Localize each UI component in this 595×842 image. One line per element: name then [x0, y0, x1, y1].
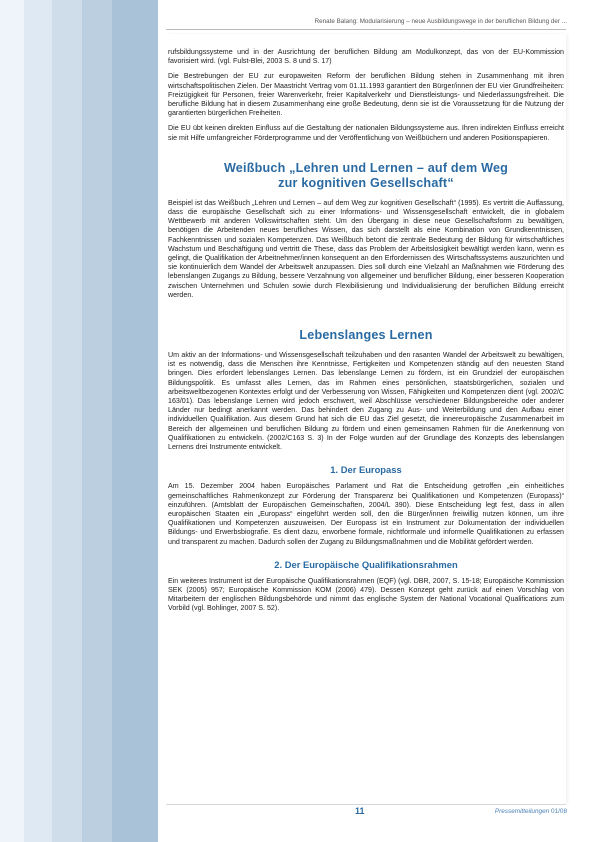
heading-europass: 1. Der Europass	[330, 464, 402, 476]
lebenslanges-paragraph: Um aktiv an der Informations- und Wissensgesellschaft teilzuhaben und den rasanten Wandel der Arbeitswelt zu bewältigen, ist es notwendig, dass die Menschen ihre Kenntnisse, Fertigkeiten und Kompetenzen ständig auf den neuesten Stand bringen. Dies erfordert lebenslanges Lernen. Das lebenslange Lernen zu fördern, ist ein Grundziel der europäischen Bildungspolitik. Es umfasst alles Lernen, das im Rahmen eines persönlichen, staatsbürgerlichen, sozialen und arbeitsweltbezogenen Kontextes erfolgt und der Verbesserung von Wissen, Fähigkeiten und Kompetenzen dient (vgl. 2002/C 163/01). Das lebenslange Lernen wird jedoch erschwert, weil Abschlüsse verschiedener Bildungsbereiche oder anderer Länder nur bedingt anerkannt werden. Das behindert den Zugang zu Aus- und Weiterbildung und den Aufbau einer individuellen Qualifikation. Aus diesem Grund hat sich die EU das Ziel gesetzt, die innereuropäische Zusammenarbeit im Bereich der allgemeinen und beruflichen Bildung zu fördern und einen gemeinsamen Rahmen für die Anerkennung von Qualifikationen zu entwickeln. (2002/C163 S. 3) In der Folge wurden auf der Grundlage des Konzepts des lebenslangen Lernens drei Instrumente entwickelt.	[168, 351, 564, 452]
page-number: 11	[355, 806, 365, 816]
side-band-stripe	[112, 0, 158, 842]
heading-lebenslanges-lernen: Lebenslanges Lernen	[299, 328, 433, 343]
eqr-paragraph: Ein weiteres Instrument ist der Europäische Qualifikationsrahmen (EQF) (vgl. DBR, 2007, S. 15-18; Europäische Kommission SEK (2005) 957; Europäische Kommission KOM (2006) 479). Dessen Konzept geht zurück auf einen Vorschlag von Mitarbeitern der englischen Bildungsbehörde und nimmt das englische System der National Vocational Qualifications zum Vorbild (vgl. Bohlinger, 2007 S. 52).	[168, 576, 564, 613]
heading-weissbuch-line-2: zur kognitiven Gesellschaft“	[278, 175, 454, 190]
side-band-stripe	[52, 0, 82, 842]
document-body	[168, 48, 564, 620]
heading-weissbuch-line-1: Weißbuch „Lehren und Lernen – auf dem Weg	[223, 160, 509, 175]
weissbuch-paragraph: Beispiel ist das Weißbuch „Lehren und Lernen – auf dem Weg zur kognitiven Gesellschaft“ (1995). Es vertritt die Auffassung, dass die europäische Gesellschaft sich zu einer Informations- und Wissensgesellschaft entwickelt, die in globalem Wettbewerb mit anderen Volkswirtschaften steht. Um den Übergang in diese neue Gesellschaftsform zu bewältigen, benötigen die Arbeitenden neues berufliches Wissen, das sich darstellt als eine Kombination von Grundkenntnissen, Fachkenntnissen und sozialen Kompetenzen. Das Weißbuch betont die zentrale Bedeutung der Bildung für wirtschaftliches Wachstum und Beschäftigung und vertritt die These, dass das Problem der Arbeitslosigkeit bewältigt werden kann, wenn es gelingt, die Qualifikation der Arbeitnehmer/innen konsequent an den Erfordernissen des Wirtschaftssystems auszurichten und sie kontinuierlich dem Wandel der Arbeitswelt anzupassen. Dies soll durch eine Vielzahl an Maßnahmen wie Förderung des lebenslangen Zugangs zu Bildung, bessere Verzahnung von allgemeiner und beruflicher Bildung, einer besseren Kooperation zwischen Unternehmen und Schulen sowie durch Flexibilisierung und Individualisierung der beruflichen Bildung erreicht werden.	[168, 198, 564, 299]
intro-paragraph-3: Die EU übt keinen direkten Einfluss auf die Gestaltung der nationalen Bildungssysteme aus. Ihren indirekten Einfluss erreicht sie mit Hilfe umfangreicher Förderprogramme und der Veröffentlichung von Weißbüchern und anderen Positionspapieren.	[168, 124, 564, 142]
magazine-issue: 01/08	[551, 808, 567, 815]
header-divider	[166, 29, 566, 30]
intro-paragraph-2: Die Bestrebungen der EU zur europaweiten Reform der beruflichen Bildung stehen in Zusammenhang mit ihren wirtschaftspolitischen Zielen. Der Maastricht Vertrag vom 01.11.1993 garantiert den Bürger/innen der EU vier Grundfreiheiten: Freizügigkeit für Personen, freier Warenverkehr, freier Kapitalverkehr und Dienstleistungs- und Niederlassungsfreiheit. Die berufliche Bildung hat in diesem Zusammenhang eine große Bedeutung, denn sie ist die Voraussetzung für die Nutzung der garantierten bürgerlichen Freiheiten.	[168, 72, 564, 118]
heading-weissbuch	[168, 161, 564, 191]
footer-divider	[166, 804, 566, 805]
intro-paragraph-1: rufsbildungssysteme und in der Ausrichtung der beruflichen Bildung am Modulkonzept, das von der EU-Kommission favorisiert wird. (vgl. Fulst-Blei, 2003 S. 8 und S. 17)	[168, 48, 564, 66]
side-band-stripe	[0, 0, 24, 842]
side-band-stripe	[24, 0, 52, 842]
running-header: Renate Balang: Modularisierung – neue Ausbildungswege in der beruflichen Bildung der ...	[314, 18, 567, 25]
side-band-stripe	[82, 0, 112, 842]
europass-paragraph: Am 15. Dezember 2004 haben Europäisches Parlament und Rat die Entscheidung getroffen „ein einheitliches gemeinschaftliches Rahmenkonzept zur Förderung der Transparenz bei Qualifikationen und Kompetenzen (Europass)“ einzuführen. (Amtsblatt der Europäischen Gemeinschaften, 2004/L 390). Diese Entscheidung legt fest, dass in allen europäischen Staaten ein „Europass“ eingeführt werden soll, den die Bürger/innen freiwillig nutzen können, um ihre Qualifikationen und Kompetenzen auszuweisen. Der Europass ist ein Instrument zur Dokumentation der individuellen Bildungs- und Erwerbsbiografie. Es dient dazu, erworbene formale, nichtformale und informelle Qualifikationen zu erfassen und transparent zu machen. Dadurch sollen der Zugang zu Bildungsmaßnahmen und die Mobilität gefördert werden.	[168, 482, 564, 546]
decorative-side-band	[0, 0, 158, 842]
heading-qualifikationsrahmen: 2. Der Europäische Qualifikationsrahmen	[274, 558, 458, 570]
magazine-name: Pressemitteilungen	[494, 808, 550, 815]
magazine-info	[495, 808, 567, 815]
document-page	[166, 34, 566, 804]
